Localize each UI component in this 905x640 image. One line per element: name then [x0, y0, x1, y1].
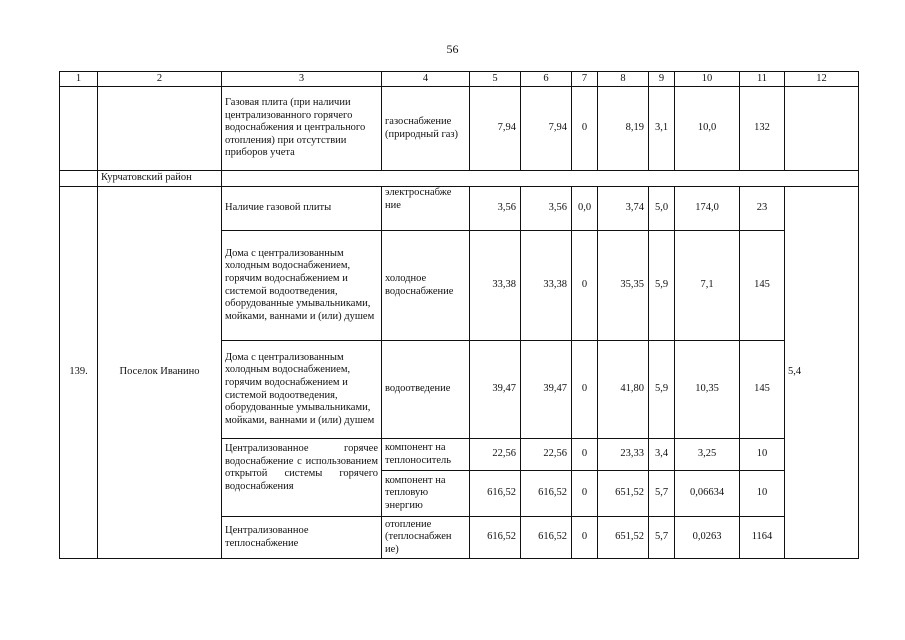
- value-cell: 8,19: [598, 87, 649, 171]
- value-cell: 651,52: [598, 517, 649, 559]
- value-cell: 23: [740, 187, 785, 231]
- header-cell: 2: [98, 72, 222, 87]
- header-cell: 12: [785, 72, 859, 87]
- entry-number: 139.: [60, 187, 98, 559]
- page-number: 56: [446, 42, 459, 56]
- value-cell: 132: [740, 87, 785, 171]
- description-cell: Наличие газовой плиты: [222, 187, 382, 231]
- value-cell: 33,38: [521, 231, 572, 341]
- district-name: Курчатовский район: [98, 171, 222, 187]
- header-row: [60, 72, 859, 87]
- value-cell: 7,94: [470, 87, 521, 171]
- description-cell: Централизованное горячее водоснабжение с использованием открытой системы горячего водоснабжения: [222, 439, 382, 517]
- value-cell: 7,94: [521, 87, 572, 171]
- value-cell: 33,38: [470, 231, 521, 341]
- tariff-table: [59, 71, 859, 559]
- value-cell: 5,7: [649, 517, 675, 559]
- value-cell: 5,0: [649, 187, 675, 231]
- value-cell: 0,0263: [675, 517, 740, 559]
- header-cell: 9: [649, 72, 675, 87]
- value-cell: 145: [740, 341, 785, 439]
- value-cell: 35,35: [598, 231, 649, 341]
- empty-cell: [222, 171, 859, 187]
- value-cell: 7,1: [675, 231, 740, 341]
- value-cell: 39,47: [470, 341, 521, 439]
- value-cell: 3,1: [649, 87, 675, 171]
- header-cell: 4: [382, 72, 470, 87]
- table-row: [60, 187, 859, 231]
- resource-cell: водоотведение: [382, 341, 470, 439]
- empty-cell: [60, 87, 98, 171]
- value-cell: 5,9: [649, 341, 675, 439]
- value-cell: 3,56: [521, 187, 572, 231]
- locality-name: Поселок Иванино: [98, 187, 222, 559]
- value-cell: 0: [572, 341, 598, 439]
- column-12-value: 5,4: [785, 187, 859, 559]
- empty-cell: [98, 87, 222, 171]
- value-cell: 616,52: [521, 471, 572, 517]
- empty-cell: [60, 171, 98, 187]
- value-cell: 145: [740, 231, 785, 341]
- header-cell: 7: [572, 72, 598, 87]
- description-cell: Дома с централизованным холодным водоснабжением, горячим водоснабжением и системой водоотведения, оборудованные умывальниками, мойками, ваннами и (или) душем: [222, 231, 382, 341]
- header-cell: 11: [740, 72, 785, 87]
- value-cell: 39,47: [521, 341, 572, 439]
- header-cell: 5: [470, 72, 521, 87]
- value-cell: 10: [740, 471, 785, 517]
- value-cell: 0: [572, 231, 598, 341]
- resource-cell: отопление (теплоснабжен ие): [382, 517, 470, 559]
- resource-cell: компонент на тепловую энергию: [382, 471, 470, 517]
- value-cell: 0: [572, 87, 598, 171]
- resource-cell: газоснабжение (природный газ): [382, 87, 470, 171]
- value-cell: 10: [740, 439, 785, 471]
- value-cell: 0,06634: [675, 471, 740, 517]
- value-cell: 41,80: [598, 341, 649, 439]
- resource-cell: электроснабже ние: [382, 187, 470, 231]
- value-cell: 22,56: [521, 439, 572, 471]
- value-cell: 23,33: [598, 439, 649, 471]
- description-cell: Дома с централизованным холодным водоснабжением, горячим водоснабжением и системой водоотведения, оборудованные умывальниками, мойками, ваннами и (или) душем: [222, 341, 382, 439]
- header-cell: 3: [222, 72, 382, 87]
- value-cell: 651,52: [598, 471, 649, 517]
- value-cell: 0: [572, 439, 598, 471]
- description-cell: Централизованное теплоснабжение: [222, 517, 382, 559]
- value-cell: 0: [572, 517, 598, 559]
- value-cell: 3,74: [598, 187, 649, 231]
- value-cell: 3,25: [675, 439, 740, 471]
- value-cell: 3,56: [470, 187, 521, 231]
- empty-cell: [785, 87, 859, 171]
- value-cell: 616,52: [521, 517, 572, 559]
- value-cell: 1164: [740, 517, 785, 559]
- value-cell: 616,52: [470, 471, 521, 517]
- value-cell: 22,56: [470, 439, 521, 471]
- header-cell: 1: [60, 72, 98, 87]
- value-cell: 616,52: [470, 517, 521, 559]
- value-cell: 10,0: [675, 87, 740, 171]
- resource-cell: холодное водоснабжение: [382, 231, 470, 341]
- description-cell: Газовая плита (при наличии централизованного горячего водоснабжения и центрального отопления) при отсутствии приборов учета: [222, 87, 382, 171]
- value-cell: 3,4: [649, 439, 675, 471]
- resource-cell: компонент на теплоноситель: [382, 439, 470, 471]
- value-cell: 10,35: [675, 341, 740, 439]
- header-cell: 8: [598, 72, 649, 87]
- value-cell: 5,7: [649, 471, 675, 517]
- value-cell: 174,0: [675, 187, 740, 231]
- value-cell: 0,0: [572, 187, 598, 231]
- header-cell: 6: [521, 72, 572, 87]
- district-row: [60, 171, 859, 187]
- value-cell: 5,9: [649, 231, 675, 341]
- table-row: [60, 87, 859, 171]
- value-cell: 0: [572, 471, 598, 517]
- header-cell: 10: [675, 72, 740, 87]
